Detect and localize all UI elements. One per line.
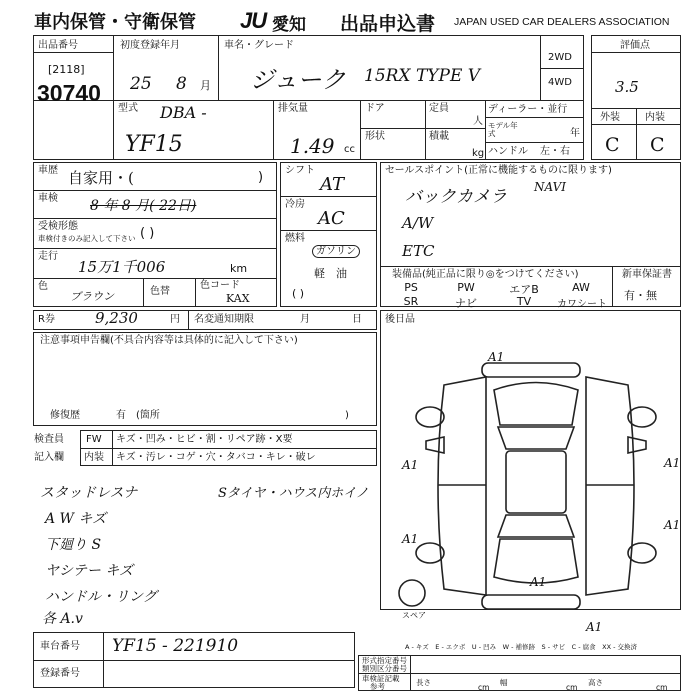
note-line-1b: Sタイヤ・ハウス内ホイノ (218, 486, 369, 501)
model-name: ジューク (250, 66, 346, 94)
width-label: 幅 (500, 678, 508, 687)
fw-label: FW (86, 434, 102, 445)
color-code-label: 色コード (200, 280, 240, 291)
r-unit: 円 (170, 314, 180, 325)
equip-sr: SR (403, 295, 419, 308)
entry-label: 記入欄 (34, 452, 64, 463)
type-value: YF15 (125, 132, 183, 157)
first-reg-month-unit: 月 (200, 79, 211, 92)
mileage-unit: km (230, 262, 248, 275)
height-unit: cm (656, 683, 668, 692)
grade: 15RX TYPE V (364, 66, 481, 86)
ac-value: AC (318, 208, 345, 229)
notes-label: 注意事項申告欄(不具合内容等は具体的に記入して下さい) (40, 335, 298, 346)
year-unit: 年 (570, 128, 580, 139)
warranty-label: 新車保証書 (622, 269, 672, 280)
windshield (498, 427, 574, 449)
chassis-value: YF15 - 221910 (112, 636, 239, 656)
receive-paren: ( ) (140, 226, 155, 241)
logo-region: 愛知 (272, 15, 306, 35)
length-label: 長さ (416, 678, 431, 687)
note-line-6: 各 A.v (42, 611, 83, 627)
notes-frame (33, 332, 377, 426)
score-value: 3.5 (615, 78, 639, 96)
lot-label: 出品番号 (38, 40, 78, 51)
inspection-label: 車検 (38, 193, 58, 204)
note-line-3: 下廻り S (45, 537, 102, 553)
history-label: 車歴 (38, 165, 58, 176)
dealer-label: ディーラー・並行 (488, 104, 568, 115)
handle-label: ハンドル (488, 146, 528, 157)
receive-label: 受検形態 (38, 221, 78, 232)
ref-label: 参考 (370, 682, 385, 691)
color-value: ブラウン (70, 290, 114, 303)
model-year-label: モデル年式 (488, 121, 518, 138)
wheel-front-right (628, 407, 656, 427)
note-line-2: A W キズ (45, 511, 107, 527)
sales-point-3: ETC (402, 242, 435, 260)
exterior-value: C (605, 134, 620, 156)
r-value: 9,230 (95, 309, 138, 327)
inspection-value: 8 年 8 月( 22日) (90, 198, 197, 214)
color-code-value: KAX (226, 292, 250, 305)
damage-mark-right-front: A1 (664, 456, 681, 470)
association-name: JAPAN USED CAR DEALERS ASSOCIATION (454, 16, 670, 28)
model-grade-label: 車名・グレード (224, 40, 294, 51)
rear-bumper (482, 595, 580, 609)
lot-small-number: [2118] (48, 63, 85, 76)
first-reg-month: 8 (176, 74, 187, 94)
history-close: ) (258, 170, 264, 185)
damage-mark-front: A1 (488, 350, 505, 364)
hood (494, 383, 578, 426)
shift-label: シフト (285, 165, 315, 176)
equip-aw: AW (572, 281, 590, 294)
rear-label: 後日品 (385, 314, 415, 325)
r-label: R券 (38, 314, 55, 325)
handle-options: 左・右 (540, 146, 570, 157)
equip-navi: ナビ (455, 297, 477, 310)
mileage-value: 15万1千006 (78, 258, 166, 276)
repair-value: 有 (箇所 (116, 410, 160, 421)
car-damage-diagram (390, 345, 682, 645)
reg-label: 登録番号 (40, 668, 80, 679)
repair-close: ) (345, 410, 349, 421)
equip-pw: PW (457, 281, 475, 294)
lot-number: 30740 (37, 80, 101, 106)
displacement-value: 1.49 (290, 134, 335, 158)
equip-airbag: エアB (509, 283, 539, 296)
wheel-front-left (416, 407, 444, 427)
rear-window (498, 515, 574, 537)
owner-change-label: 名変通知期限 (194, 314, 254, 325)
drive-4wd: 4WD (548, 77, 572, 88)
equip-leather: カワシート (557, 299, 607, 310)
first-reg-year: 25 (130, 74, 152, 94)
damage-mark-rear: A1 (530, 575, 547, 589)
owner-change-day: 日 (352, 314, 362, 325)
form-spec-label: 形式指定番号 (362, 656, 407, 665)
note-line-4: ヤシテー キズ (45, 563, 134, 579)
fuel-diesel: 軽 油 (314, 267, 347, 280)
shape-label: 形状 (365, 131, 385, 142)
exterior-label: 外装 (600, 112, 620, 123)
warranty-value: 有・無 (624, 289, 657, 302)
color-change-label: 色替 (150, 286, 170, 297)
chassis-label: 車台番号 (40, 641, 80, 652)
class-label: 類別区分番号 (362, 664, 407, 673)
spare-tire (399, 580, 425, 606)
equip-tv: TV (516, 295, 532, 308)
drive-2wd: 2WD (548, 52, 572, 63)
score-label: 評価点 (620, 40, 650, 51)
load-unit: kg (472, 148, 485, 159)
capacity-unit: 人 (473, 116, 483, 127)
equip-label: 装備品(純正品に限り◎をつけてください) (392, 269, 579, 280)
displacement-unit: cc (344, 144, 355, 155)
height-label: 高さ (588, 678, 603, 687)
ac-label: 冷房 (285, 199, 305, 210)
interior-inspect-label: 内装 (84, 452, 104, 463)
color-label: 色 (38, 281, 48, 292)
type-label: 型式 (118, 103, 138, 114)
first-reg-label: 初度登録年月 (120, 40, 180, 51)
interior-label: 内装 (645, 112, 665, 123)
history-value: 自家用・( (68, 169, 134, 187)
width-unit: cm (566, 683, 578, 692)
right-side (586, 377, 634, 595)
fw-items: キズ・凹み・ヒビ・割・リペア跡・X要 (116, 434, 293, 445)
damage-mark-bumper-rear: A1 (586, 620, 603, 634)
reg-length-label: 車検証記載 (362, 674, 400, 683)
sales-point-1b: NAVI (534, 180, 566, 194)
owner-change-month: 月 (300, 314, 310, 325)
load-label: 積載 (429, 131, 449, 142)
fuel-paren: ( ) (292, 287, 305, 300)
roof (506, 451, 566, 513)
type-prefix: DBA - (160, 103, 207, 122)
length-unit: cm (478, 683, 490, 692)
sales-point-1: バックカメラ (405, 187, 507, 207)
storage-text: 車内保管・守衛保管 (34, 12, 196, 33)
sales-point-2: A/W (402, 214, 434, 232)
equip-ps: PS (404, 281, 418, 294)
shift-value: AT (320, 174, 345, 195)
fuel-label: 燃料 (285, 233, 305, 244)
front-bumper (482, 363, 580, 377)
interior-items: キズ・汚レ・コゲ・穴・タバコ・キレ・破レ (116, 452, 316, 463)
left-side (438, 377, 486, 595)
interior-value: C (650, 134, 665, 156)
spare-label: スペア (402, 611, 426, 620)
inspector-label: 検査員 (34, 434, 64, 445)
ju-logo: JU (240, 8, 267, 33)
repair-label: 修復歴 (50, 410, 80, 421)
mileage-label: 走行 (38, 251, 58, 262)
fuel-value: ガソリン (312, 245, 360, 258)
note-line-5: ハンドル・リング (45, 589, 157, 605)
sales-label: セールスポイント(正常に機能するものに限ります) (385, 165, 612, 176)
note-line-1: スタッドレスナ (40, 485, 138, 501)
displacement-label: 排気量 (278, 103, 308, 114)
damage-mark-left-rear: A1 (402, 532, 419, 546)
damage-legend: A - キズ E - エクボ U - 凹み W - 補修跡 S - サビ C - 腐食 XX - 交換済 (405, 643, 638, 651)
damage-mark-left-front: A1 (402, 458, 419, 472)
door-label: ドア (365, 103, 385, 114)
capacity-label: 定員 (429, 103, 449, 114)
damage-mark-right-rear: A1 (664, 518, 681, 532)
form-title: 出品申込書 (340, 13, 436, 35)
receive-note: 車検付きのみ記入して下さい (38, 234, 136, 243)
